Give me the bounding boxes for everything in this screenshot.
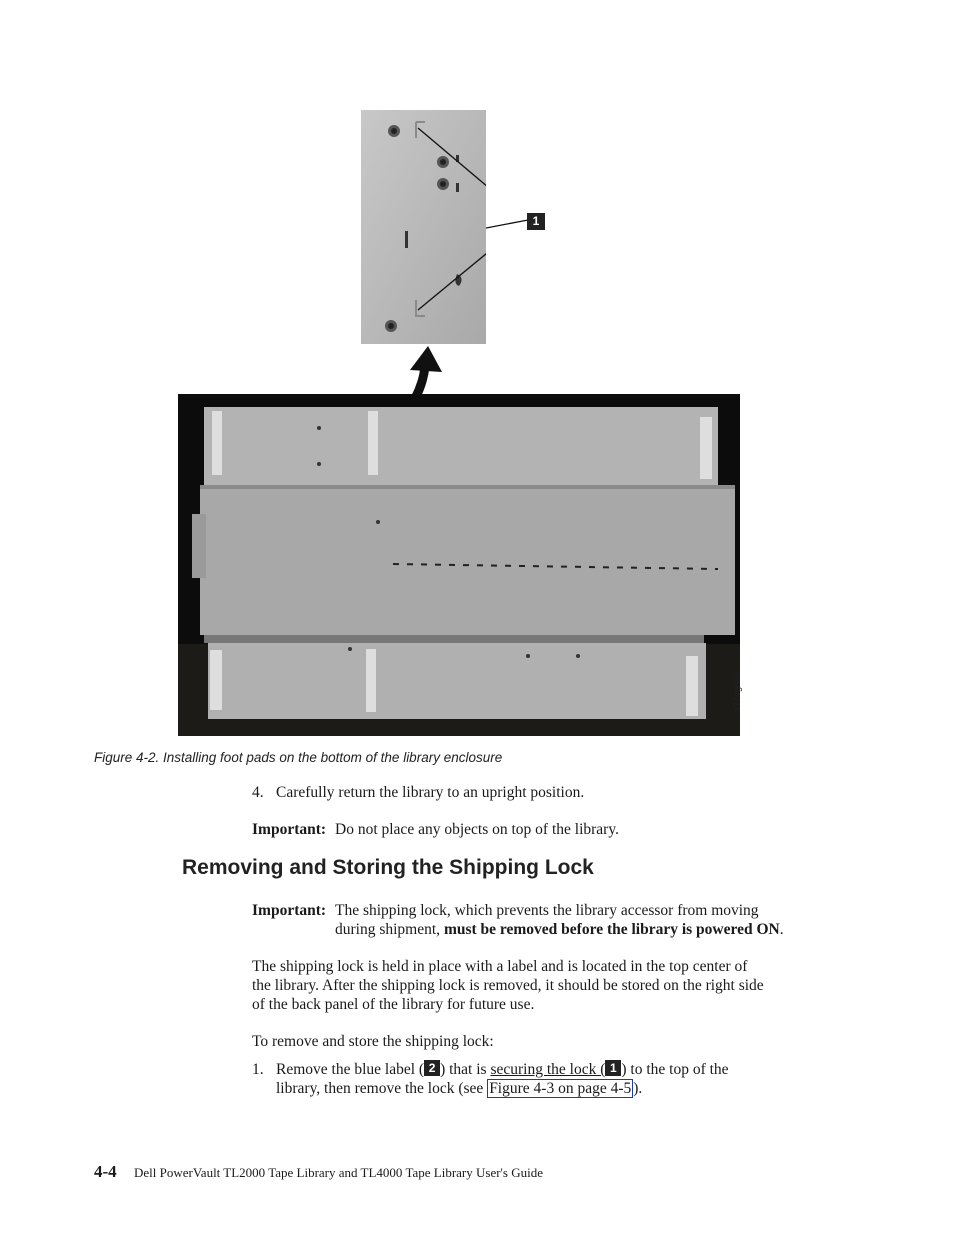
paragraph-line: of the back panel of the library for future use. <box>252 996 535 1013</box>
figure-id-code: a77ug085 <box>732 671 742 712</box>
step-text-part: Remove the blue label ( <box>276 1061 425 1078</box>
page-number: 4-4 <box>94 1162 117 1181</box>
important-label-2: Important: <box>252 902 327 919</box>
important-text-2-line1: The shipping lock, which prevents the library accessor from moving <box>335 902 759 919</box>
paragraph-line: The shipping lock is held in place with a label and is located in the top center of <box>252 958 748 975</box>
step-text-part: ) that is <box>440 1061 491 1078</box>
library-enclosure-photo <box>178 394 740 736</box>
footer-title: Dell PowerVault TL2000 Tape Library and TL4000 Tape Library User's Guide <box>134 1165 543 1180</box>
step-4-text: Carefully return the library to an upright position. <box>276 784 585 801</box>
step-1-line1 <box>276 1060 836 1079</box>
important-text-2-line2 <box>335 920 845 939</box>
foot-pad-detail-photo <box>361 110 486 344</box>
important-emphasis: must be removed before the library is powered ON <box>443 921 780 938</box>
important-suffix: . <box>779 921 784 938</box>
step-text-underlined: securing the lock ( <box>490 1061 606 1078</box>
step-4-number: 4. <box>252 784 264 801</box>
important-label: Important: <box>252 821 327 838</box>
important-text: Do not place any objects on top of the library. <box>335 821 619 838</box>
callout-leader-lines <box>486 200 531 230</box>
step-1-text <box>276 1060 836 1098</box>
figure-4-3-link[interactable]: Figure 4-3 on page 4-5 <box>489 1080 632 1097</box>
figure-callout-1: 1 <box>527 213 545 230</box>
paragraph-line: the library. After the shipping lock is removed, it should be stored on the right side <box>252 977 764 994</box>
step-text-part: ) to the top of the <box>621 1061 729 1078</box>
important-prefix: during shipment, <box>335 921 444 938</box>
step-text-part: ). <box>633 1080 643 1097</box>
step-text-part: library, then remove the lock (see <box>276 1080 488 1097</box>
paragraph-intro: To remove and store the shipping lock: <box>252 1033 494 1050</box>
callout-2-badge: 2 <box>424 1060 440 1076</box>
step-1-number: 1. <box>252 1061 264 1078</box>
important-text-2 <box>335 901 845 939</box>
paragraph-shipping-lock <box>252 957 844 1014</box>
step-1-line2 <box>276 1079 836 1098</box>
callout-1-badge: 1 <box>605 1060 621 1076</box>
figure-caption: Figure 4-2. Installing foot pads on the bottom of the library enclosure <box>94 750 503 765</box>
section-heading: Removing and Storing the Shipping Lock <box>182 856 594 879</box>
